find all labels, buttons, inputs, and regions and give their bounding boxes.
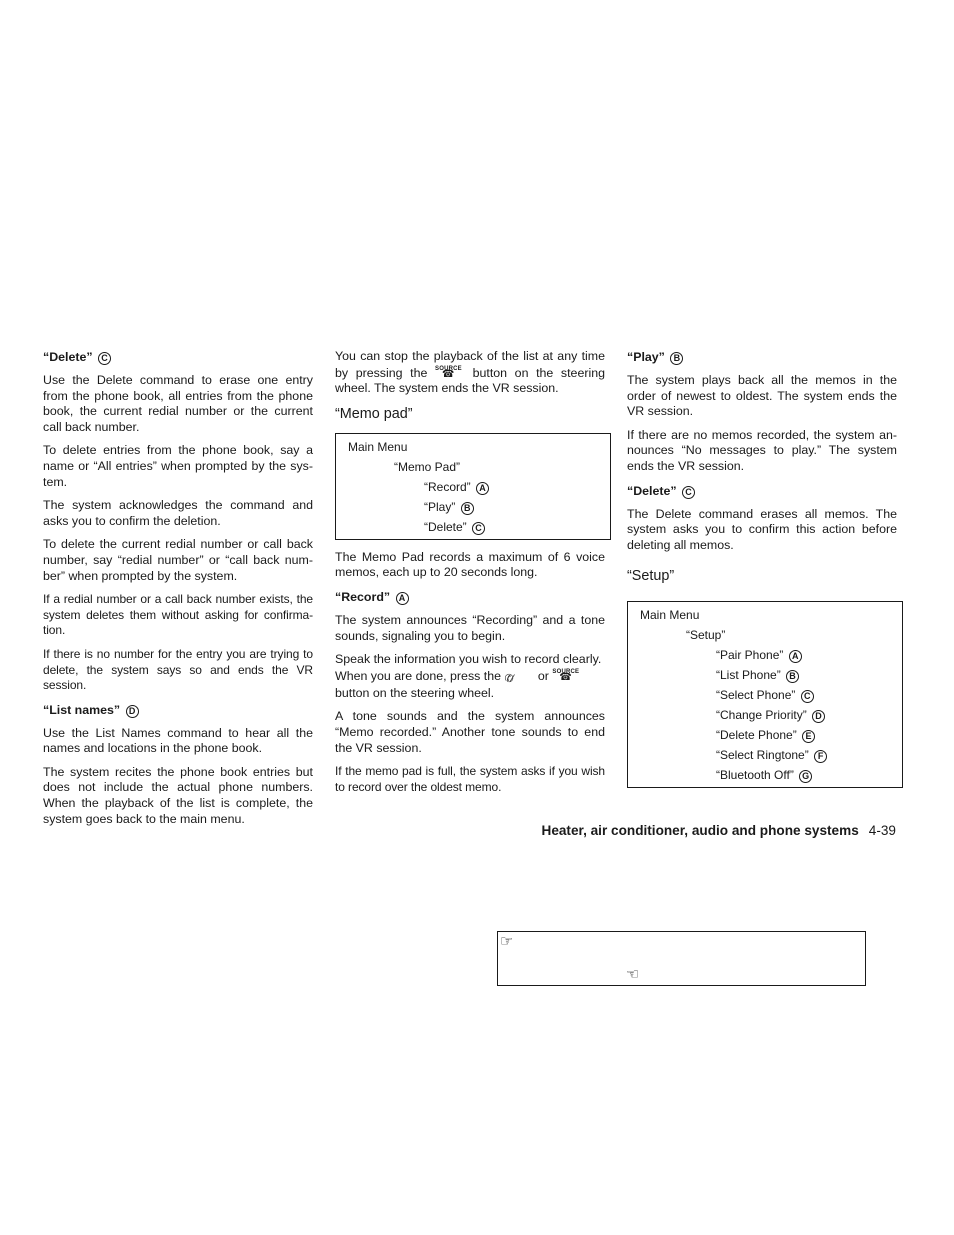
paragraph: If there are no memos recorded, the system an-nounces “No messages to play.” The system ends the VR session.: [627, 427, 897, 473]
menu-item: “Pair Phone” A: [640, 645, 896, 665]
paragraph: A tone sounds and the system announces “Memo recorded.” Another tone sounds to end the VR session.: [335, 709, 605, 755]
callout-badge: A: [789, 650, 802, 663]
paragraph: The system announces “Recording” and a tone sounds, signaling you to begin.: [335, 612, 605, 643]
paragraph: Use the List Names command to hear all the names and locations in the phone book.: [43, 725, 313, 756]
callout-badge: B: [461, 502, 474, 515]
pointing-hand-icon: ☞: [500, 933, 514, 950]
menu-sub: “Setup”: [686, 628, 726, 643]
callout-badge: D: [126, 705, 139, 718]
menu-root: Main Menu: [348, 439, 408, 454]
paragraph: The system recites the phone book entries but does not include the actual phone numbers. When the playback of the list is complete, the system goes back to the main menu.: [43, 764, 313, 826]
callout-badge: G: [799, 770, 812, 783]
list-names-heading: “List names” D: [43, 702, 313, 718]
source-button-icon: SOURCE ☎: [552, 668, 580, 683]
menu-item: “Record” A: [348, 477, 604, 497]
menu-item: “List Phone” B: [640, 665, 896, 685]
paragraph: The system acknowledges the command and asks you to confirm the deletion.: [43, 498, 313, 528]
talk-button-icon: ✆⁄: [504, 672, 512, 685]
section-title: Heater, air conditioner, audio and phone systems: [541, 823, 859, 838]
callout-badge: C: [682, 486, 695, 499]
callout-badge: F: [814, 750, 827, 763]
callout-badge: E: [802, 730, 815, 743]
callout-badge: A: [396, 592, 409, 605]
paragraph: If a redial number or a call back number exists, the system deletes them without asking for confirma-tion.: [43, 592, 313, 638]
paragraph: Speak the information you wish to record clearly. When you are done, press the ✆⁄ or SOURCE ☎ button on the steering wheel.: [335, 652, 602, 700]
source-button-icon: SOURCE ☎: [435, 365, 462, 380]
setup-heading: “Setup”: [627, 568, 675, 585]
paragraph: The Memo Pad records a maximum of 6 voice memos, each up to 20 seconds long.: [335, 549, 605, 580]
callout-badge: C: [472, 522, 485, 535]
menu-item: “Bluetooth Off” G: [640, 765, 896, 785]
callout-badge: A: [476, 482, 489, 495]
column-2: [335, 349, 605, 803]
play-heading: “Play” B: [627, 349, 897, 365]
menu-item: “Delete” C: [348, 517, 604, 537]
paragraph: The Delete command erases all memos. The system asks you to confirm this action before deleting all memos.: [627, 506, 897, 552]
memo-pad-menu-box: [335, 433, 611, 540]
column-3: [627, 349, 897, 798]
paragraph: To delete the current redial number or call back number, say “redial number” or “call back num-ber” when prompted by the system.: [43, 537, 313, 583]
menu-item: “Select Phone” C: [640, 685, 896, 705]
paragraph: To delete entries from the phone book, say a name or “All entries” when prompted by the sys-tem.: [43, 443, 313, 489]
menu-item: “Delete Phone” E: [640, 725, 896, 745]
delete-heading: “Delete” C: [627, 483, 897, 499]
record-heading: “Record” A: [335, 589, 605, 605]
callout-badge: B: [670, 352, 683, 365]
setup-menu-box: [627, 601, 903, 788]
delete-heading: “Delete” C: [43, 349, 313, 365]
paragraph: Use the Delete command to erase one entry from the phone book, all entries from the phone book, the current redial number or the current call back number.: [43, 373, 313, 434]
callout-badge: C: [801, 690, 814, 703]
pointing-hand-icon: ☜: [626, 966, 640, 983]
page-number: 4-39: [868, 823, 896, 838]
paragraph: The system plays back all the memos in the order of newest to oldest. The system ends the VR session.: [627, 373, 897, 419]
phone-handset-icon: ☎: [559, 671, 572, 683]
column-1: [43, 349, 313, 835]
menu-item: “Play” B: [348, 497, 604, 517]
menu-root: Main Menu: [640, 608, 700, 623]
menu-item: “Change Priority” D: [640, 705, 896, 725]
menu-item: “Select Ringtone” F: [640, 745, 896, 765]
paragraph: If there is no number for the entry you are trying to delete, the system says so and ends the VR session.: [43, 646, 313, 693]
callout-badge: B: [786, 670, 799, 683]
phone-handset-icon: ☎: [442, 368, 455, 380]
page-footer: [520, 822, 896, 840]
memo-pad-heading: “Memo pad”: [335, 405, 413, 422]
paragraph: You can stop the playback of the list at any time by pressing the SOURCE ☎ button on the steering wheel. The system ends the VR session.: [335, 349, 605, 396]
paragraph: If the memo pad is full, the system asks if you wish to record over the oldest memo.: [335, 764, 605, 794]
callout-badge: D: [812, 710, 825, 723]
menu-sub: “Memo Pad”: [394, 459, 461, 474]
reference-box: [497, 931, 866, 986]
callout-badge: C: [98, 352, 111, 365]
